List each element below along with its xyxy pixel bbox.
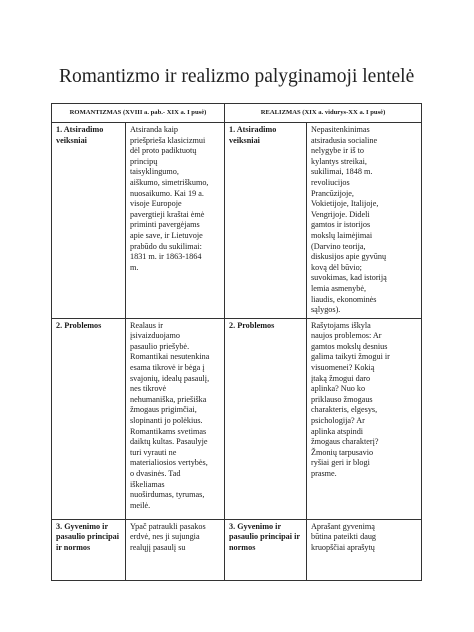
row-label-realism: [225, 519, 307, 580]
row-label-text: 2. Problemos: [229, 320, 275, 330]
row-label-text: 2. Problemos: [56, 320, 102, 330]
row-label-text: 1. Atsiradimo veiksniai: [56, 125, 104, 145]
row-label-realism: [225, 318, 307, 519]
table-row: [52, 519, 422, 580]
cell-text: Realaus ir įsivaizduojamo pasaulio priešybė. Romantikai nesutenkina esama tikrovė ir bėga į svajonių, idealų pasaulį, nes tikrovė nehumaniška, priešiška žmogaus prigimčiai, slopinanti jo polėkius. Romantikams svetimas daiktų kultas. Pasaulyje turi vyrauti ne materialiosios vertybės, o dvasinės. Tad iškeliamas nuoširdumas, tyrumas, meilė.: [130, 320, 210, 510]
row-label-romantism: [52, 318, 126, 519]
cell-text: Nepasitenkinimas atsiradusia socialine nelygybe ir iš to kylantys streikai, sukilimai, 1848 m. revoliucijos Prancūzijoje, Vokietijoje, Italijoje, Vengrijoje. Dideli gamtos ir istorijos mokslų laimėjimai (Darvino teorija, diskusijos apie gyvūnų kovą dėl būvio; suvokimas, kad istoriją lemia asmenybė, liaudis, ekonominės sąlygos).: [311, 125, 387, 315]
row-label-text: 3. Gyvenimo ir pasaulio principai ir normos: [229, 521, 300, 552]
cell-text: Atsiranda kaip priešpriešа klasicizmui dėl proto padiktuotų principų taisyklingumo, aiškumo, simetriškumo, nuosaikumo. Kai 19 a. visoje Europoje pavergtieji kraštai ėmė primintі pavergėjams apie save, ir Lietuvoje prabūdo du sukilimai: 1831 m. ir 1863-1864 m.: [130, 125, 209, 272]
comparison-table: [51, 103, 422, 581]
realism-cell: [307, 123, 422, 319]
table-row: [52, 318, 422, 519]
row-label-romantism: [52, 123, 126, 319]
table-row: [52, 123, 422, 319]
row-label-text: 1. Atsiradimo veiksniai: [229, 125, 277, 145]
header-romantism: ROMANTIZMAS (XVIII a. pab.- XIX a. I pusė): [52, 104, 225, 123]
romantism-cell: [126, 519, 225, 580]
page-title: Romantizmo ir realizmo palyginamoji lentelė: [59, 66, 415, 87]
row-label-romantism: [52, 519, 126, 580]
cell-text: Rašytojams iškyla naujos problemos: Ar gamtos mokslų desnius galima taikyti žmogui ir visuomenei? Kokią įtaką žmogui daro aplinka? Nuo ko priklauso žmogaus charakteris, elgesys, psichologija? Ar aplinka atspindi žmogaus charakterį? Žmonių tarpusavio ryšiai geri ir blogi prasme.: [311, 320, 390, 478]
header-realism: REALIZMAS (XIX a. vidurys-XX a. I pusė): [225, 104, 422, 123]
romantism-cell: [126, 123, 225, 319]
realism-cell: [307, 318, 422, 519]
romantism-cell: [126, 318, 225, 519]
cell-text: Ypač patraukli pasakos erdvė, nes ji sujungia realųjį pasaulį su: [130, 521, 206, 552]
realism-cell: [307, 519, 422, 580]
row-label-text: 3. Gyvenimo ir pasaulio principai ir normos: [56, 521, 120, 552]
table-header-row: [52, 104, 422, 123]
row-label-realism: [225, 123, 307, 319]
cell-text: Aprašant gyvenimą būtina pateikti daug kruopščiai aprašytų: [311, 521, 377, 552]
